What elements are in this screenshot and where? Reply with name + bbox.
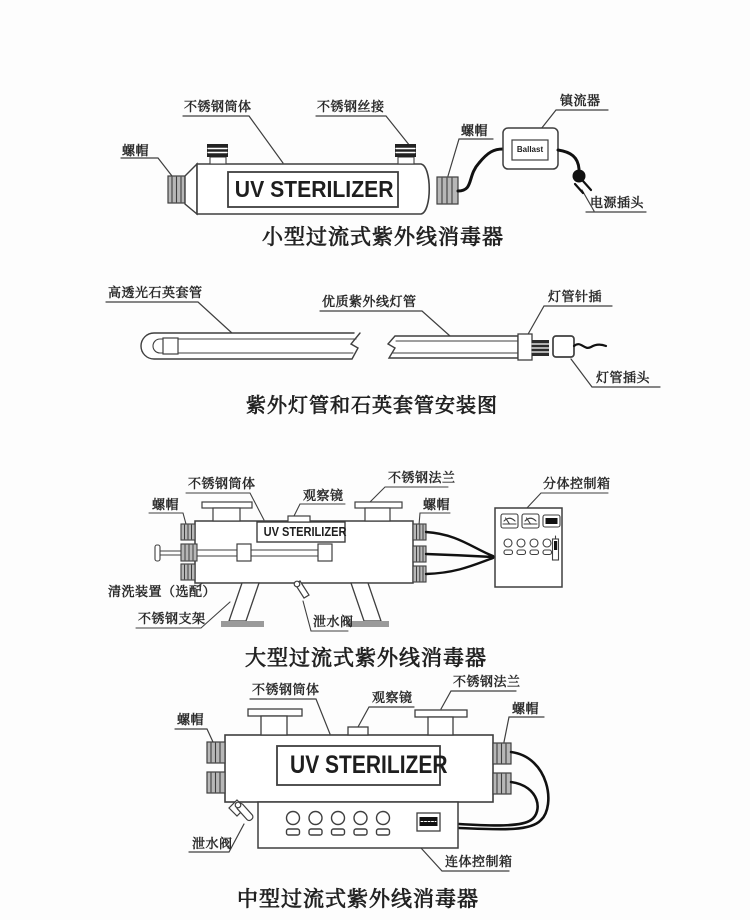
large-flange-right <box>355 502 402 521</box>
display-icon <box>543 515 560 527</box>
lamp-plug-wire <box>574 344 606 348</box>
small-device-nameplate-text: UV STERILIZER <box>234 176 394 202</box>
lamp-and-sleeve-drawing <box>106 302 660 387</box>
label-large-control-box: 分体控制箱 <box>543 476 611 491</box>
label-small-nut-right: 螺帽 <box>461 123 489 138</box>
label-small-wire-joint: 不锈钢丝接 <box>317 99 385 114</box>
medium-right-nuts <box>493 743 511 794</box>
caption-small-sterilizer: 小型过流式紫外线消毒器 <box>262 226 504 249</box>
label-large-drain-valve: 泄水阀 <box>313 614 354 629</box>
display-icon <box>417 813 440 831</box>
label-small-ballast: 镇流器 <box>560 93 601 108</box>
label-medium-flange: 不锈钢法兰 <box>453 674 521 689</box>
label-small-cylinder: 不锈钢筒体 <box>184 99 252 114</box>
label-medium-sight-glass: 观察镜 <box>372 690 413 705</box>
caption-medium-sterilizer: 中型过流式紫外线消毒器 <box>237 888 479 911</box>
medium-drain-valve-icon <box>229 800 254 822</box>
large-device-nameplate-text: UV STERILIZER <box>263 524 347 539</box>
caption-lamp-installation: 紫外灯管和石英套管安装图 <box>246 395 498 417</box>
label-medium-nut-left: 螺帽 <box>177 712 205 727</box>
large-control-wires <box>426 532 497 574</box>
large-sterilizer-drawing <box>136 487 608 631</box>
small-power-cord <box>558 150 579 169</box>
label-uv-lamp: 优质紫外线灯管 <box>322 294 417 309</box>
meter-icon <box>522 514 539 528</box>
small-left-nut-icon <box>168 176 185 203</box>
label-large-nut-left: 螺帽 <box>152 497 180 512</box>
label-small-power-plug: 电源插头 <box>590 195 645 210</box>
medium-flange-right <box>415 710 467 735</box>
label-large-nut-right: 螺帽 <box>423 497 451 512</box>
small-port-right-icon <box>395 144 416 164</box>
small-lamp-wire <box>458 149 503 191</box>
small-left-cone <box>185 164 197 214</box>
caption-large-sterilizer: 大型过流式紫外线消毒器 <box>245 647 487 670</box>
large-right-nuts <box>413 524 426 582</box>
lamp-plug-icon <box>553 336 574 357</box>
medium-sight-glass-icon <box>348 727 368 735</box>
small-right-nut-icon <box>437 177 458 204</box>
switch-icon <box>553 536 559 560</box>
label-quartz-sleeve: 高透光石英套管 <box>108 285 203 300</box>
small-port-left-icon <box>207 144 228 164</box>
label-small-nut-left: 螺帽 <box>122 143 150 158</box>
label-medium-nut-right: 螺帽 <box>512 701 540 716</box>
label-large-sight-glass: 观察镜 <box>303 488 344 503</box>
label-medium-control-box: 连体控制箱 <box>445 854 513 869</box>
medium-flange-left <box>248 709 302 735</box>
meter-icon <box>501 514 518 528</box>
large-flange-left <box>202 502 252 521</box>
medium-control-box <box>258 802 458 848</box>
label-lamp-pins: 灯管针插 <box>548 289 603 304</box>
label-large-cleaning-device: 清洗装置（选配） <box>108 584 217 599</box>
label-medium-drain-valve: 泄水阀 <box>192 836 233 851</box>
label-lamp-plug: 灯管插头 <box>596 370 651 385</box>
ballast-box-text: Ballast <box>516 145 544 154</box>
quartz-sleeve <box>141 333 360 359</box>
label-large-cylinder: 不锈钢筒体 <box>188 476 256 491</box>
label-large-flange: 不锈钢法兰 <box>388 470 456 485</box>
label-large-bracket: 不锈钢支架 <box>138 611 206 626</box>
uv-lamp-tube <box>388 334 606 360</box>
medium-left-nuts <box>207 742 225 793</box>
large-control-box <box>495 508 562 587</box>
medium-device-nameplate-text: UV STERILIZER <box>290 751 448 779</box>
label-medium-cylinder: 不锈钢筒体 <box>252 682 320 697</box>
lamp-pins-icon <box>532 340 549 356</box>
